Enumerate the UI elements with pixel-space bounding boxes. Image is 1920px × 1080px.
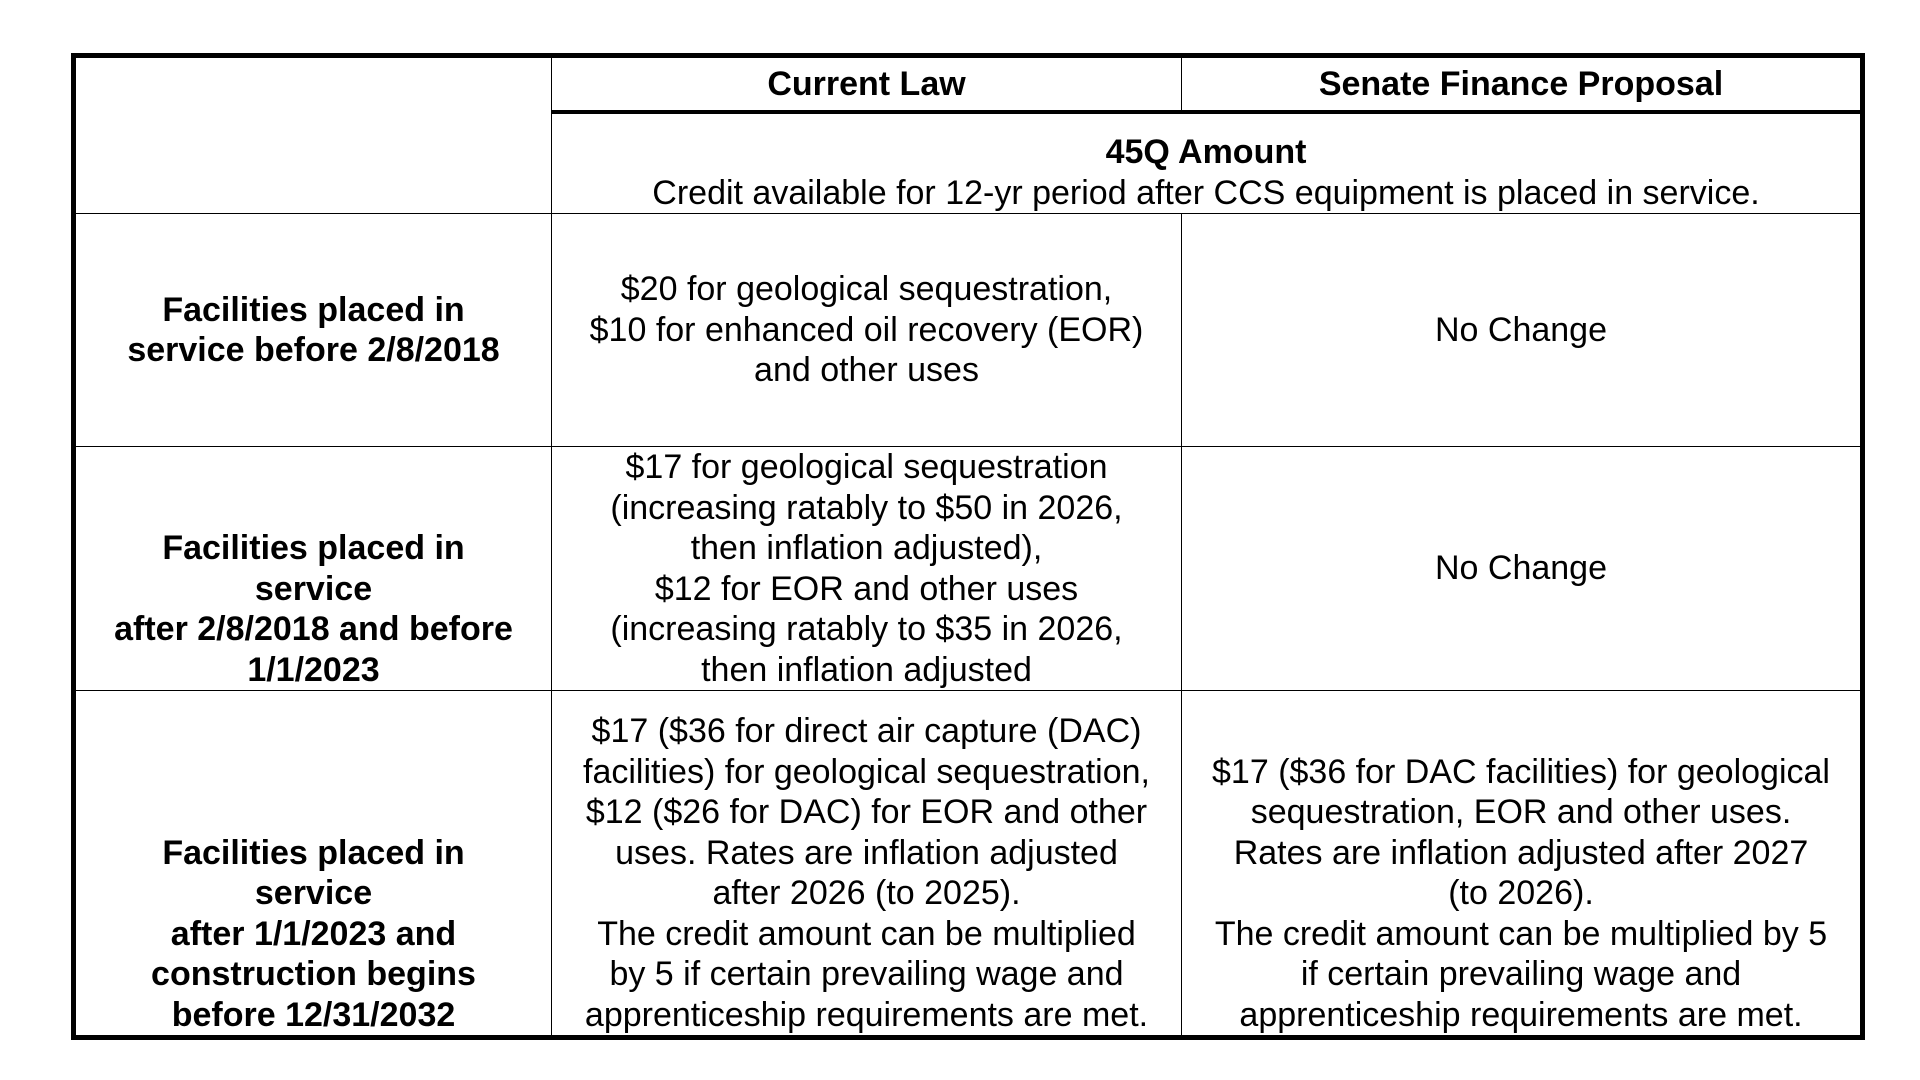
text-line: No Change [1434,549,1607,588]
table-row [74,214,1863,447]
text-line: No Change [1434,310,1607,349]
text-line: (to 2026). [1448,874,1594,912]
text-line: $17 ($36 for DAC facilities) for geological [1212,752,1830,791]
text-line: if certain prevailing wage and [1300,955,1742,993]
text-line: The credit amount can be multiplied [597,914,1136,953]
label-line: service [254,569,373,608]
text-line: $20 for geological sequestration, [620,270,1113,309]
label-line: Facilities placed in [162,833,465,872]
label-line: Facilities placed in [162,529,465,567]
text-line: and other uses [754,351,979,390]
text-line: then inflation adjusted [701,650,1032,689]
text-line: Rates are inflation adjusted after 2027 [1233,833,1809,872]
row-label [74,447,552,691]
label-line: before 12/31/2032 [171,995,456,1034]
row-label [74,691,552,1038]
text-line: then inflation adjusted), [690,529,1043,567]
current-law-cell [552,691,1182,1038]
text-line: uses. Rates are inflation adjusted [615,833,1118,872]
label-line: Facilities placed in [162,290,465,329]
senate-proposal-cell [1182,447,1863,691]
text-line: $17 ($36 for direct air capture (DAC) [591,712,1142,750]
row-label [74,214,552,447]
senate-proposal-cell [1182,214,1863,447]
amount-title: 45Q Amount [1105,133,1307,171]
text-line: $10 for enhanced oil recovery (EOR) [589,310,1144,349]
text-line: after 2026 (to 2025). [712,874,1021,912]
corner-cell [74,56,552,214]
label-line: after 2/8/2018 and before [114,610,513,648]
text-line: facilities) for geological sequestration, [583,752,1150,791]
label-line: 1/1/2023 [247,650,380,689]
text-line: by 5 if certain prevailing wage and [609,955,1124,993]
label-line: service [254,874,373,912]
text-line: (increasing ratably to $35 in 2026, [610,610,1123,648]
text-line: $17 for geological sequestration [625,448,1108,486]
text-line: sequestration, EOR and other uses. [1250,793,1792,831]
current-law-header: Current Law [552,56,1182,112]
text-line: $12 for EOR and other uses [654,569,1079,608]
text-line: The credit amount can be multiplied by 5 [1214,914,1828,953]
table-row [74,447,1863,691]
table-row [74,691,1863,1038]
senate-proposal-cell [1182,691,1863,1038]
comparison-table [71,53,1865,1040]
header-row [74,56,1863,112]
text-line: apprenticeship requirements are met. [1239,995,1803,1034]
label-line: after 1/1/2023 and [170,914,457,953]
text-line: (increasing ratably to $50 in 2026, [610,488,1123,527]
amount-cell [552,112,1863,214]
text-line: apprenticeship requirements are met. [584,995,1149,1034]
amount-subtitle: Credit available for 12-yr period after CCS equipment is placed in service. [652,173,1760,212]
label-line: service before 2/8/2018 [127,331,500,369]
text-line: $12 ($26 for DAC) for EOR and other [585,793,1148,831]
label-line: construction begins [151,955,476,993]
current-law-cell [552,447,1182,691]
current-law-cell [552,214,1182,447]
senate-proposal-header: Senate Finance Proposal [1182,56,1863,112]
